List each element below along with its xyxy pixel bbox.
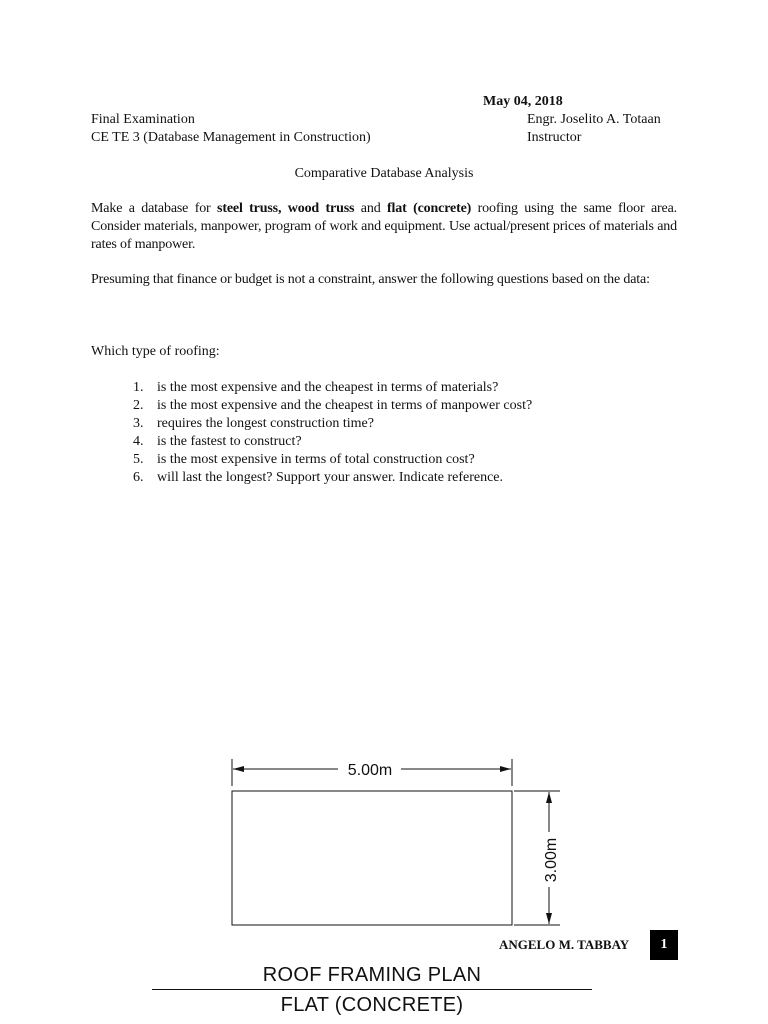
list-number: 2.	[133, 398, 144, 413]
plan-title-underline	[152, 989, 592, 990]
instructor-role: Instructor	[527, 130, 582, 145]
width-dimension-label: 5.00m	[347, 762, 393, 779]
para-text-3: roofing using the same floor area. Consider materials, manpower, program of work and equipment. Use actual/present prices of materials and rates of manpower.	[91, 201, 677, 252]
list-number: 3.	[133, 416, 144, 431]
arrowhead-top	[546, 792, 552, 803]
assumption-paragraph: Presuming that finance or budget is not a constraint, answer the following questions based on the data:	[91, 272, 650, 287]
document-title: Comparative Database Analysis	[294, 166, 474, 181]
para-text-1: Make a database for	[91, 201, 218, 216]
para-text-2: and	[354, 201, 388, 216]
list-text: is the most expensive and the cheapest in terms of materials?	[157, 380, 499, 395]
list-number: 6.	[133, 470, 144, 485]
author-name: ANGELO M. TABBAY	[499, 937, 630, 952]
exam-title: Final Examination	[91, 112, 195, 127]
exam-date: May 04, 2018	[483, 94, 563, 109]
list-text: is the most expensive and the cheapest in terms of manpower cost?	[157, 398, 533, 413]
list-number: 1.	[133, 380, 144, 395]
arrowhead-bottom	[546, 913, 552, 924]
arrowhead-right	[500, 766, 511, 772]
para-bold-flat: flat (concrete)	[387, 201, 472, 216]
arrowhead-left	[233, 766, 244, 772]
list-number: 4.	[133, 434, 144, 449]
list-number: 5.	[133, 452, 144, 467]
page-number-badge: 1	[650, 930, 678, 960]
height-dimension-label: 3.00m	[543, 837, 560, 883]
list-text: is the fastest to construct?	[157, 434, 302, 449]
plan-subtitle: FLAT (CONCRETE)	[280, 994, 464, 1016]
para-bold-trusses: steel truss, wood truss	[217, 201, 355, 216]
course-name: CE TE 3 (Database Management in Construction)	[91, 130, 371, 145]
list-text: will last the longest? Support your answer. Indicate reference.	[157, 470, 503, 485]
plan-outline	[232, 791, 512, 925]
plan-title: ROOF FRAMING PLAN	[262, 964, 482, 986]
instructor-name: Engr. Joselito A. Totaan	[527, 112, 661, 127]
list-text: requires the longest construction time?	[157, 416, 374, 431]
question-intro: Which type of roofing:	[91, 344, 220, 359]
list-text: is the most expensive in terms of total construction cost?	[157, 452, 475, 467]
